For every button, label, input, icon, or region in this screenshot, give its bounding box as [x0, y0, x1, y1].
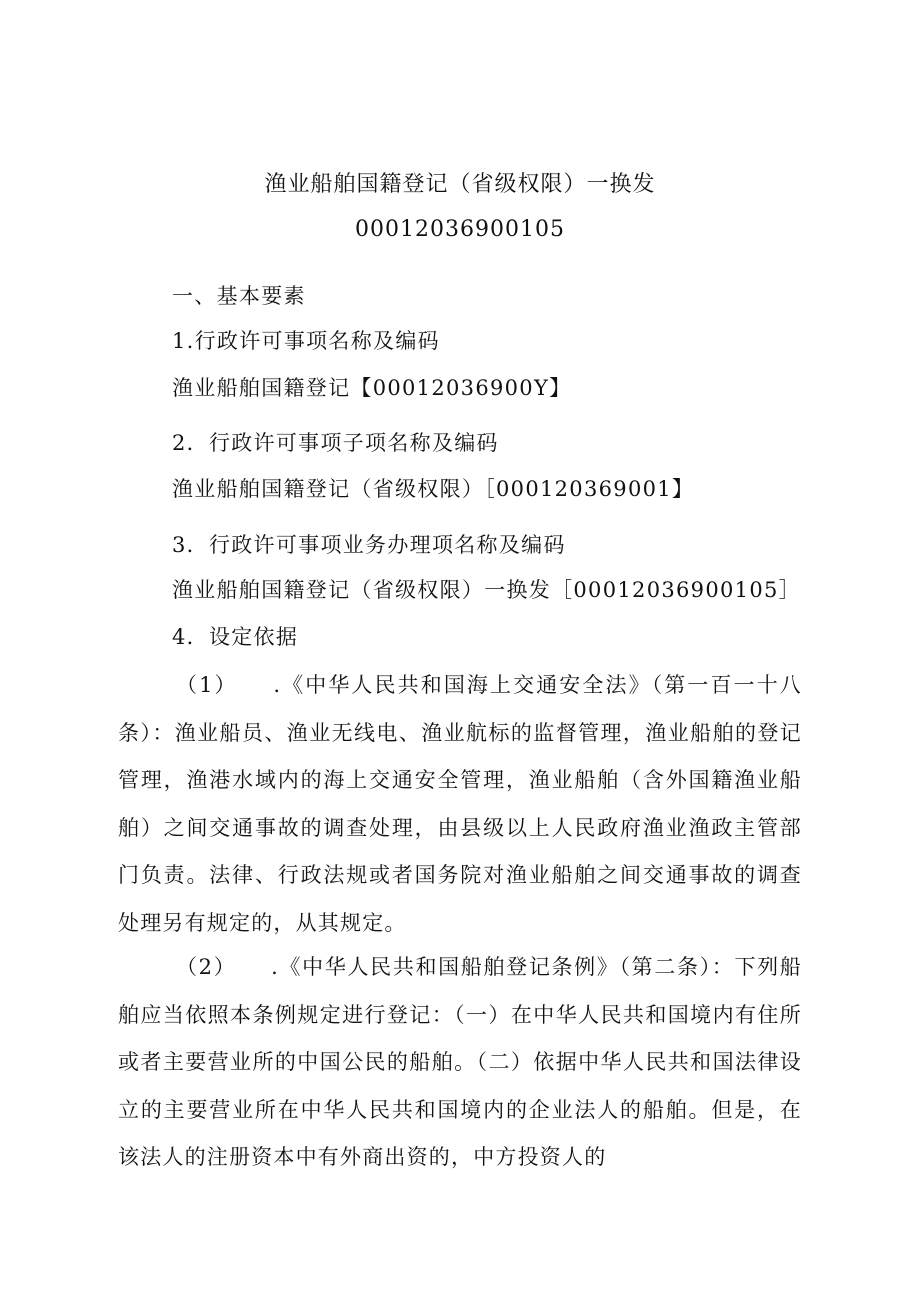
- item-2-label: 2．行政许可事项子项名称及编码: [172, 431, 499, 455]
- item-3-label: 3．行政许可事项业务办理项名称及编码: [172, 533, 566, 557]
- item-4-label: 4．设定依据: [172, 625, 299, 649]
- document-title: 渔业船舶国籍登记（省级权限）一换发: [264, 172, 656, 197]
- basis-paragraph-2: （2） .《中华人民共和国船舶登记条例》（第二条）：下列船舶应当依照本条例规定进行登记：（一）在中华人民共和国境内有住所或者主要营业所的中国公民的船舶。（二）依据中华人民共和国法律设立的主要营业所在中华人民共和国境内的企业法人的船舶。但是，在该法人的注册资本中有外商出资的，中方投资人的: [118, 955, 802, 1169]
- item-1-value: 渔业船舶国籍登记【00012036900Y】: [172, 376, 572, 400]
- basis-paragraph-1: （1） .《中华人民共和国海上交通安全法》（第一百一十八条）：渔业船员、渔业无线电、渔业航标的监督管理，渔业船舶的登记管理，渔港水域内的海上交通安全管理，渔业船舶（含外国籍渔业船舶）之间交通事故的调查处理，由县级以上人民政府渔业渔政主管部门负责。法律、行政法规或者国务院对渔业船舶之间交通事故的调查处理另有规定的，从其规定。: [118, 673, 802, 935]
- item-2-value: 渔业船舶国籍登记（省级权限）［000120369001】: [172, 477, 695, 501]
- document-code: 00012036900105: [355, 217, 565, 242]
- item-3-value: 渔业船舶国籍登记（省级权限）一换发［00012036900105］: [172, 578, 801, 602]
- item-1-label: 1.行政许可事项名称及编码: [172, 329, 440, 353]
- section-heading: 一、基本要素: [172, 284, 306, 308]
